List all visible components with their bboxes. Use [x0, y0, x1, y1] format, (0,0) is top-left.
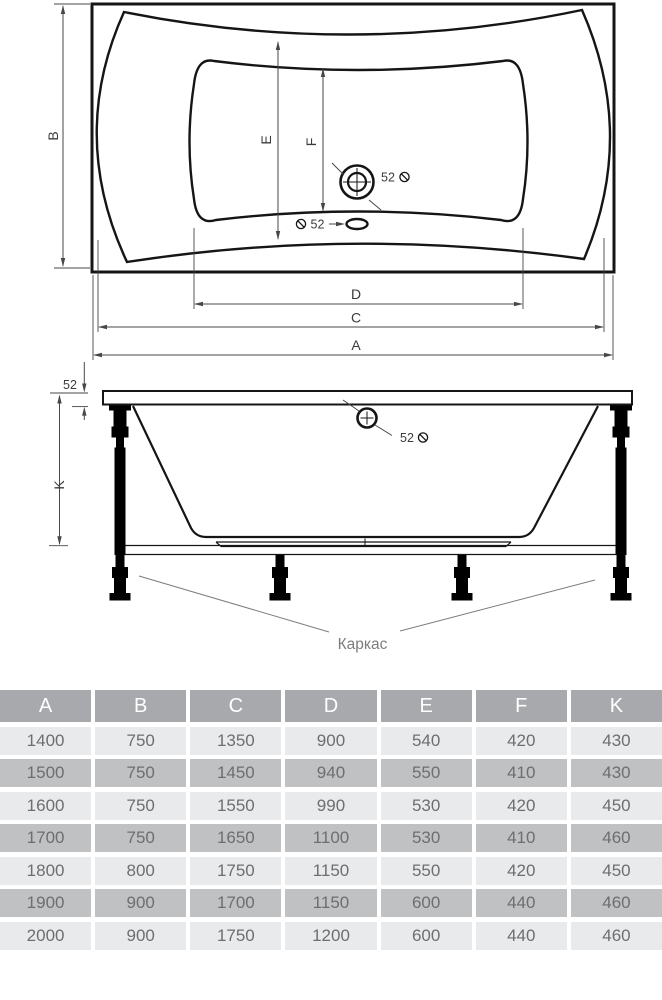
dimension-c-label: C [350, 309, 362, 326]
table-cell: 460 [571, 922, 662, 950]
column-header-e: E [381, 690, 472, 722]
column-header-c: C [190, 690, 281, 722]
drain-diameter-label [381, 171, 409, 185]
table-cell: 550 [381, 857, 472, 885]
table-row [0, 727, 662, 755]
diameter-icon [400, 172, 409, 181]
table-cell: 460 [571, 824, 662, 852]
rim-height-value: 52 [63, 378, 77, 392]
table-body [0, 727, 662, 950]
table-cell: 530 [381, 824, 472, 852]
dimension-table [0, 690, 662, 954]
table-cell: 1700 [190, 889, 281, 917]
overflow-leader [375, 425, 392, 436]
drain-diameter-value: 52 [381, 170, 395, 185]
table-cell: 1100 [285, 824, 376, 852]
dimension-b [45, 4, 90, 268]
table-cell: 1700 [0, 824, 91, 852]
table-cell: 450 [571, 792, 662, 820]
table-cell: 900 [95, 922, 186, 950]
table-cell: 1450 [190, 759, 281, 787]
table-cell: 900 [285, 727, 376, 755]
table-cell: 900 [95, 889, 186, 917]
side-overflow-diameter-value: 52 [400, 431, 414, 445]
overflow-diameter-label [296, 218, 345, 232]
table-cell: 1900 [0, 889, 91, 917]
rim-height-callout [50, 362, 88, 420]
table-header-row [0, 690, 662, 722]
table-cell: 600 [381, 889, 472, 917]
table-cell: 420 [476, 857, 567, 885]
side-overflow-diameter-label [400, 431, 428, 445]
top-view [45, 4, 614, 360]
dimension-k [49, 395, 68, 546]
table-cell: 1650 [190, 824, 281, 852]
table-cell: 1550 [190, 792, 281, 820]
dimension-b-label: B [45, 131, 61, 141]
drain-leader [369, 200, 381, 210]
overflow-icon [358, 409, 377, 428]
table-cell: 440 [476, 922, 567, 950]
frame-callout [139, 576, 595, 653]
rim-profile [103, 391, 632, 405]
table-cell: 750 [95, 792, 186, 820]
table-cell: 600 [381, 922, 472, 950]
frame-leg [610, 406, 632, 601]
dimension-f-label: F [303, 137, 319, 147]
table-cell: 1750 [190, 922, 281, 950]
table-cell: 1800 [0, 857, 91, 885]
table-cell: 2000 [0, 922, 91, 950]
table-row [0, 889, 662, 917]
tub-outer-outline [97, 10, 610, 262]
table-row [0, 857, 662, 885]
table-cell: 1200 [285, 922, 376, 950]
dimension-k-label: K [51, 480, 67, 490]
table-cell: 940 [285, 759, 376, 787]
table-cell: 450 [571, 857, 662, 885]
dimension-e [258, 41, 280, 240]
table-cell: 1150 [285, 857, 376, 885]
overflow-diameter-value: 52 [310, 217, 325, 232]
table-cell: 410 [476, 759, 567, 787]
overflow-icon [347, 219, 368, 229]
table-row [0, 759, 662, 787]
diameter-icon [418, 433, 427, 442]
table-cell: 440 [476, 889, 567, 917]
column-header-d: D [285, 690, 376, 722]
table-cell: 1600 [0, 792, 91, 820]
table-cell: 550 [381, 759, 472, 787]
tub-inner-outline [190, 60, 528, 221]
table-row [0, 792, 662, 820]
table-cell: 800 [95, 857, 186, 885]
dimension-a-label: A [351, 337, 361, 353]
panel-outline [92, 4, 614, 272]
table-cell: 750 [95, 759, 186, 787]
drain-leader [332, 163, 344, 175]
table-cell: 1400 [0, 727, 91, 755]
dimension-d [194, 228, 523, 309]
table-cell: 460 [571, 889, 662, 917]
column-header-a: A [0, 690, 91, 722]
frame-leader [139, 576, 329, 632]
frame-leg [109, 406, 131, 601]
frame-leader [400, 580, 595, 631]
table-cell: 530 [381, 792, 472, 820]
column-header-k: K [571, 690, 662, 722]
column-header-b: B [95, 690, 186, 722]
frame-leg [452, 555, 473, 601]
table-row [0, 922, 662, 950]
table-cell: 990 [285, 792, 376, 820]
diameter-icon [296, 219, 305, 228]
table-cell: 430 [571, 727, 662, 755]
side-view [49, 362, 632, 653]
table-cell: 420 [476, 727, 567, 755]
frame-leg [270, 555, 291, 601]
dimension-e-label: E [258, 135, 274, 145]
table-cell: 410 [476, 824, 567, 852]
table-cell: 750 [95, 727, 186, 755]
table-cell: 1150 [285, 889, 376, 917]
table-row [0, 824, 662, 852]
table-cell: 1350 [190, 727, 281, 755]
dimension-f [303, 68, 325, 212]
column-header-f: F [476, 690, 567, 722]
dimension-d-label: D [350, 286, 362, 302]
frame-label: Каркас [337, 636, 388, 653]
drain-icon [341, 166, 374, 199]
table-cell: 1750 [190, 857, 281, 885]
table-cell: 420 [476, 792, 567, 820]
table-cell: 540 [381, 727, 472, 755]
table-cell: 430 [571, 759, 662, 787]
tub-profile [133, 406, 598, 537]
table-cell: 1500 [0, 759, 91, 787]
table-cell: 750 [95, 824, 186, 852]
